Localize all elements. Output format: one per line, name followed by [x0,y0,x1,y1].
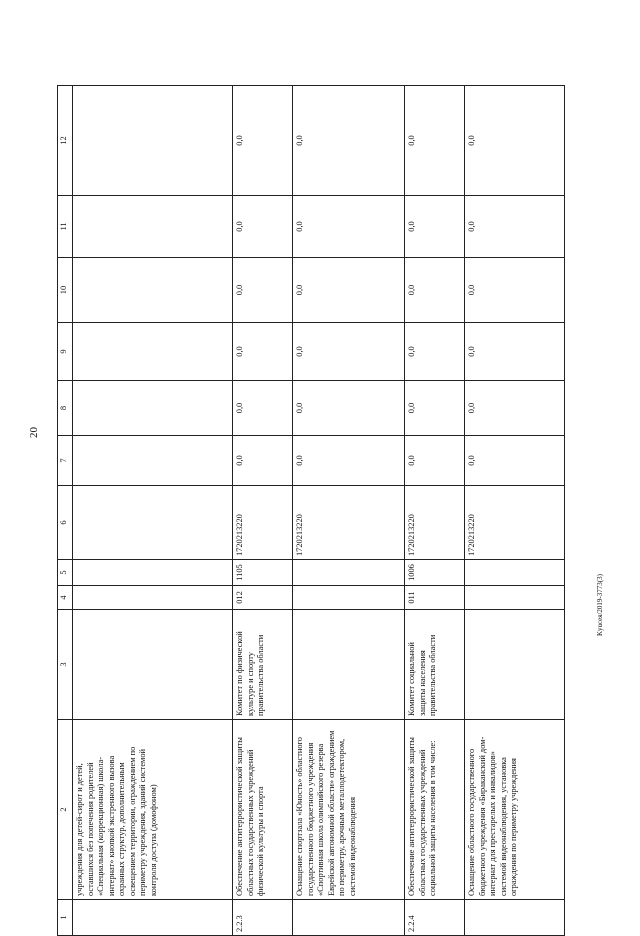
header-row [58,86,73,936]
header-cell: 3 [58,610,73,720]
code-section: 1105 [233,560,293,586]
code-grbs: 011 [405,586,465,610]
executor: Комитет по физической культуре и спорту правительства области [233,610,293,720]
table-row [465,86,565,936]
table-row [405,86,465,936]
value-cell: 0,0 [465,381,565,436]
value-cell: 0,0 [233,381,293,436]
value-cell: 0,0 [465,323,565,381]
executor [73,610,233,720]
header-cell: 8 [58,381,73,436]
value-cell [73,323,233,381]
value-cell: 0,0 [293,323,405,381]
value-cell: 0,0 [405,196,465,258]
executor [465,610,565,720]
table-row [73,86,233,936]
executor: Комитет социальной защиты населения правительства области [405,610,465,720]
header-cell: 10 [58,258,73,323]
code-target [73,486,233,560]
row-number: 2.2.4 [405,900,465,936]
value-cell: 0,0 [405,258,465,323]
value-cell: 0,0 [293,86,405,196]
value-cell: 0,0 [233,86,293,196]
page-number: 20 [28,427,40,438]
header-cell: 12 [58,86,73,196]
header-cell: 11 [58,196,73,258]
value-cell: 0,0 [233,258,293,323]
code-grbs [293,586,405,610]
value-cell [73,436,233,486]
value-cell: 0,0 [293,436,405,486]
code-section [73,560,233,586]
value-cell: 0,0 [233,196,293,258]
code-section [465,560,565,586]
code-target: 1720213220 [405,486,465,560]
code-grbs [465,586,565,610]
value-cell: 0,0 [293,196,405,258]
code-section [293,560,405,586]
document-code: Kyuceя/2019-3773(3) [596,574,604,636]
measure-name: Обеспечение антитеррористической защиты областных государственных учреждений физической культуры и спорта [233,720,293,900]
program-table [57,85,565,936]
executor [293,610,405,720]
measure-name: Оснащение спортзала «Юность» областного государственного бюджетного учреждения «Спортивная школа олимпийского резерва Еврейской автономной области» ограждением по периметру, арочным металлодетектором, системой видеонаблюдения [293,720,405,900]
table-row [233,86,293,936]
table-row [293,86,405,936]
value-cell [73,381,233,436]
value-cell: 0,0 [405,86,465,196]
measure-name: Обеспечение антитеррористической защиты областных государственных учреждений социальной защиты населения в том числе: [405,720,465,900]
measure-name: учреждения для детей-сирот и детей, оставшихся без попечения родителей «Специальная (коррекционная) школа-интернат» кнопкой экстренного вызова охранных структур, дополнительным освещением территории, ограждением по периметру учреждения, зданий системой контроля доступа (домофоном) [73,720,233,900]
code-section: 1006 [405,560,465,586]
code-grbs [73,586,233,610]
header-cell: 6 [58,486,73,560]
value-cell: 0,0 [465,436,565,486]
header-cell: 2 [58,720,73,900]
value-cell: 0,0 [293,258,405,323]
header-cell: 1 [58,900,73,936]
value-cell: 0,0 [233,436,293,486]
header-cell: 7 [58,436,73,486]
header-cell: 4 [58,586,73,610]
code-grbs: 012 [233,586,293,610]
value-cell: 0,0 [465,258,565,323]
value-cell: 0,0 [293,381,405,436]
value-cell: 0,0 [465,86,565,196]
code-target: 1720213220 [465,486,565,560]
rotated-table-frame [57,31,577,936]
value-cell: 0,0 [405,381,465,436]
value-cell: 0,0 [405,323,465,381]
value-cell: 0,0 [405,436,465,486]
value-cell: 0,0 [465,196,565,258]
header-cell: 5 [58,560,73,586]
value-cell [73,86,233,196]
measure-name: Оснащение областного государственного бюджетного учреждения «Бираканский дом-интернат для престарелых и инвалидов» системой видеонаблюдения, установка ограждения по периметру учреждения [465,720,565,900]
value-cell [73,196,233,258]
code-target: 1720213220 [293,486,405,560]
code-target: 1720213220 [233,486,293,560]
header-cell: 9 [58,323,73,381]
value-cell [73,258,233,323]
row-number: 2.2.3 [233,900,293,936]
value-cell: 0,0 [233,323,293,381]
